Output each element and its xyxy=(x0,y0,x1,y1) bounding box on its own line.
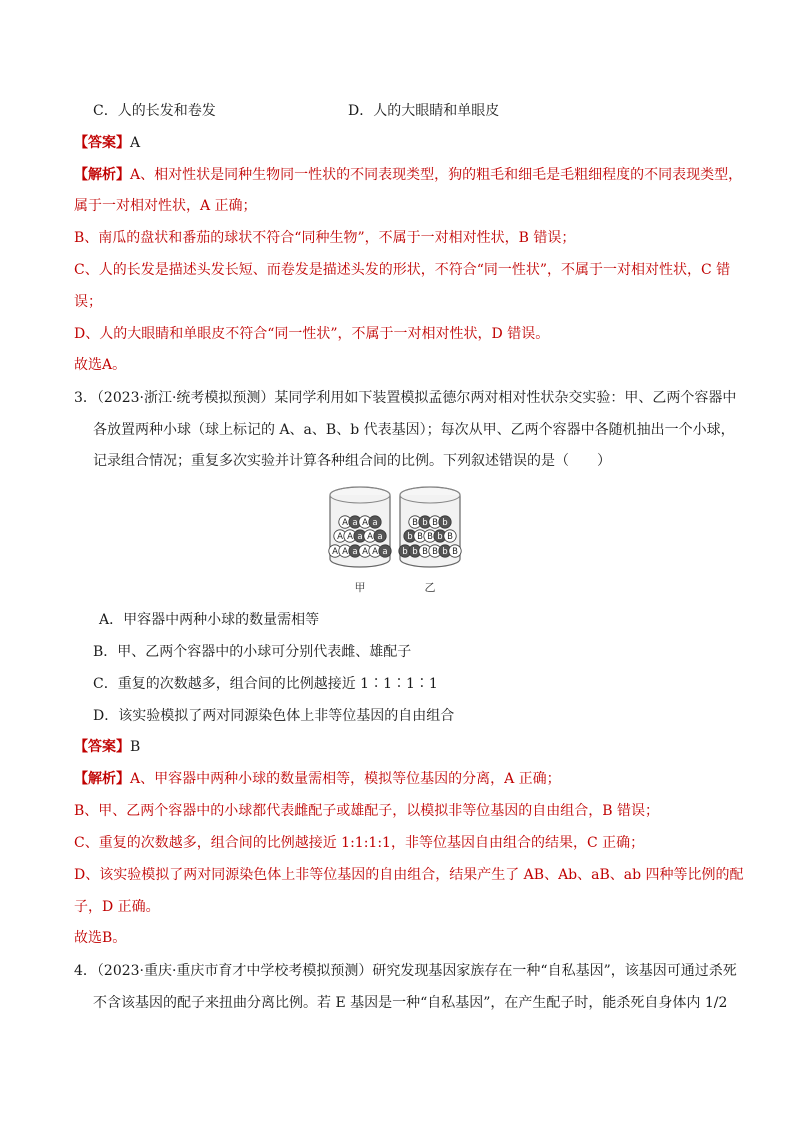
left-jar xyxy=(329,487,391,567)
question-4-stem: 4．（2023·重庆·重庆市育才中学校考模拟预测）研究发现基因家族存在一种“自私基因”，该基因可通过杀死 xyxy=(74,963,737,979)
gene-ball-label: A xyxy=(362,547,368,558)
answer-row-q3 xyxy=(74,737,140,757)
option-a: A．甲容器中两种小球的数量需相等 xyxy=(99,612,320,628)
question-3-stem: 各放置两种小球（球上标记的 A、a、B、b 代表基因）；每次从甲、乙两个容器中各随机抽出一个小球， xyxy=(93,422,735,438)
analysis-line: B、甲、乙两个容器中的小球都代表雌配子或雄配子，以模拟非等位基因的自由组合，B 错误； xyxy=(74,803,660,819)
gene-ball-label: b xyxy=(422,518,428,529)
right-jar xyxy=(399,487,461,567)
option-c: C．人的长发和卷发 xyxy=(93,103,216,119)
conclusion-line: 故选A。 xyxy=(74,357,127,373)
analysis-line: A、甲容器中两种小球的数量需相等，模拟等位基因的分离，A 正确； xyxy=(130,771,561,787)
gene-ball-label: B xyxy=(427,532,433,543)
option-b: B．甲、乙两个容器中的小球可分别代表雌、雄配子 xyxy=(93,644,412,660)
analysis-line: D、该实验模拟了两对同源染色体上非等位基因的自由组合，结果产生了 AB、Ab、aB、ab 四种等比例的配 xyxy=(74,867,744,883)
question-4-stem: 不含该基因的配子来扭曲分离比例。若 E 基因是一种“自私基因”，在产生配子时，能杀死自身体内 1/2 xyxy=(93,995,728,1011)
gene-ball-label: B xyxy=(452,547,458,558)
question-3-stem: 记录组合情况；重复多次实验并计算各种组合间的比例。下列叙述错误的是（ ） xyxy=(93,453,611,469)
gene-ball-label: A xyxy=(342,547,348,558)
analysis-label: 【解析】 xyxy=(74,167,130,183)
answer-value: B xyxy=(130,739,141,755)
analysis-label: 【解析】 xyxy=(74,771,130,787)
gene-ball-label: A xyxy=(337,532,343,543)
analysis-line: 子，D 正确。 xyxy=(74,899,160,915)
analysis-line: B、南瓜的盘状和番茄的球状不符合“同种生物”，不属于一对相对性状，B 错误； xyxy=(74,230,576,246)
gene-ball-label: B xyxy=(417,532,423,543)
analysis-line: D、人的大眼睛和单眼皮不符合“同一性状”，不属于一对相对性状，D 错误。 xyxy=(74,326,550,342)
analysis-line: 误； xyxy=(74,294,102,310)
analysis-line: C、人的长发是描述头发长短、而卷发是描述头发的形状，不符合“同一性状”，不属于一对相对性状，C 错 xyxy=(74,262,731,278)
question-3-stem: 3．（2023·浙江·统考模拟预测）某同学利用如下装置模拟孟德尔两对相对性状杂交实验：甲、乙两个容器中 xyxy=(74,390,737,406)
gene-ball-label: a xyxy=(352,518,358,529)
jar-experiment-figure xyxy=(325,484,470,596)
gene-ball-label: A xyxy=(372,547,378,558)
analysis-line: C、重复的次数越多，组合间的比例越接近 1:1:1:1，非等位基因自由组合的结果，C 正确； xyxy=(74,835,645,851)
gene-ball-label: B xyxy=(432,518,438,529)
gene-ball-label: a xyxy=(357,532,363,543)
option-c: C．重复的次数越多，组合间的比例越接近 1∶1∶1∶1 xyxy=(93,676,438,692)
gene-ball-label: A xyxy=(362,518,368,529)
gene-ball-label: b xyxy=(412,547,418,558)
answer-row-q2 xyxy=(74,133,140,153)
analysis-line: A、相对性状是同种生物同一性状的不同表现类型，狗的粗毛和细毛是毛粗细程度的不同表现类型， xyxy=(130,167,743,183)
analysis-row-q2 xyxy=(74,165,742,185)
jar-label-left: 甲 xyxy=(354,581,366,594)
conclusion-line: 故选B。 xyxy=(74,930,127,946)
gene-ball-label: A xyxy=(347,532,353,543)
gene-ball-label: b xyxy=(442,547,448,558)
option-d: D．该实验模拟了两对同源染色体上非等位基因的自由组合 xyxy=(93,708,455,724)
gene-ball-label: A xyxy=(332,547,338,558)
gene-ball-label: A xyxy=(367,532,373,543)
gene-ball-label: b xyxy=(402,547,408,558)
gene-ball-label: b xyxy=(437,532,443,543)
jar-label-right: 乙 xyxy=(424,581,436,594)
gene-ball-label: a xyxy=(382,547,388,558)
gene-ball-label: b xyxy=(407,532,413,543)
gene-ball-label: a xyxy=(372,518,378,529)
answer-label: 【答案】 xyxy=(74,739,130,755)
option-d: D．人的大眼睛和单眼皮 xyxy=(348,103,500,119)
answer-value: A xyxy=(130,135,141,151)
gene-ball-label: A xyxy=(342,518,348,529)
gene-ball-label: b xyxy=(442,518,448,529)
gene-ball-label: B xyxy=(432,547,438,558)
gene-ball-label: a xyxy=(352,547,358,558)
answer-label: 【答案】 xyxy=(74,135,130,151)
analysis-row-q3 xyxy=(74,769,561,789)
gene-ball-label: a xyxy=(377,532,383,543)
gene-ball-label: B xyxy=(412,518,418,529)
analysis-line: 属于一对相对性状，A 正确； xyxy=(74,198,257,214)
gene-ball-label: B xyxy=(447,532,453,543)
gene-ball-label: B xyxy=(422,547,428,558)
